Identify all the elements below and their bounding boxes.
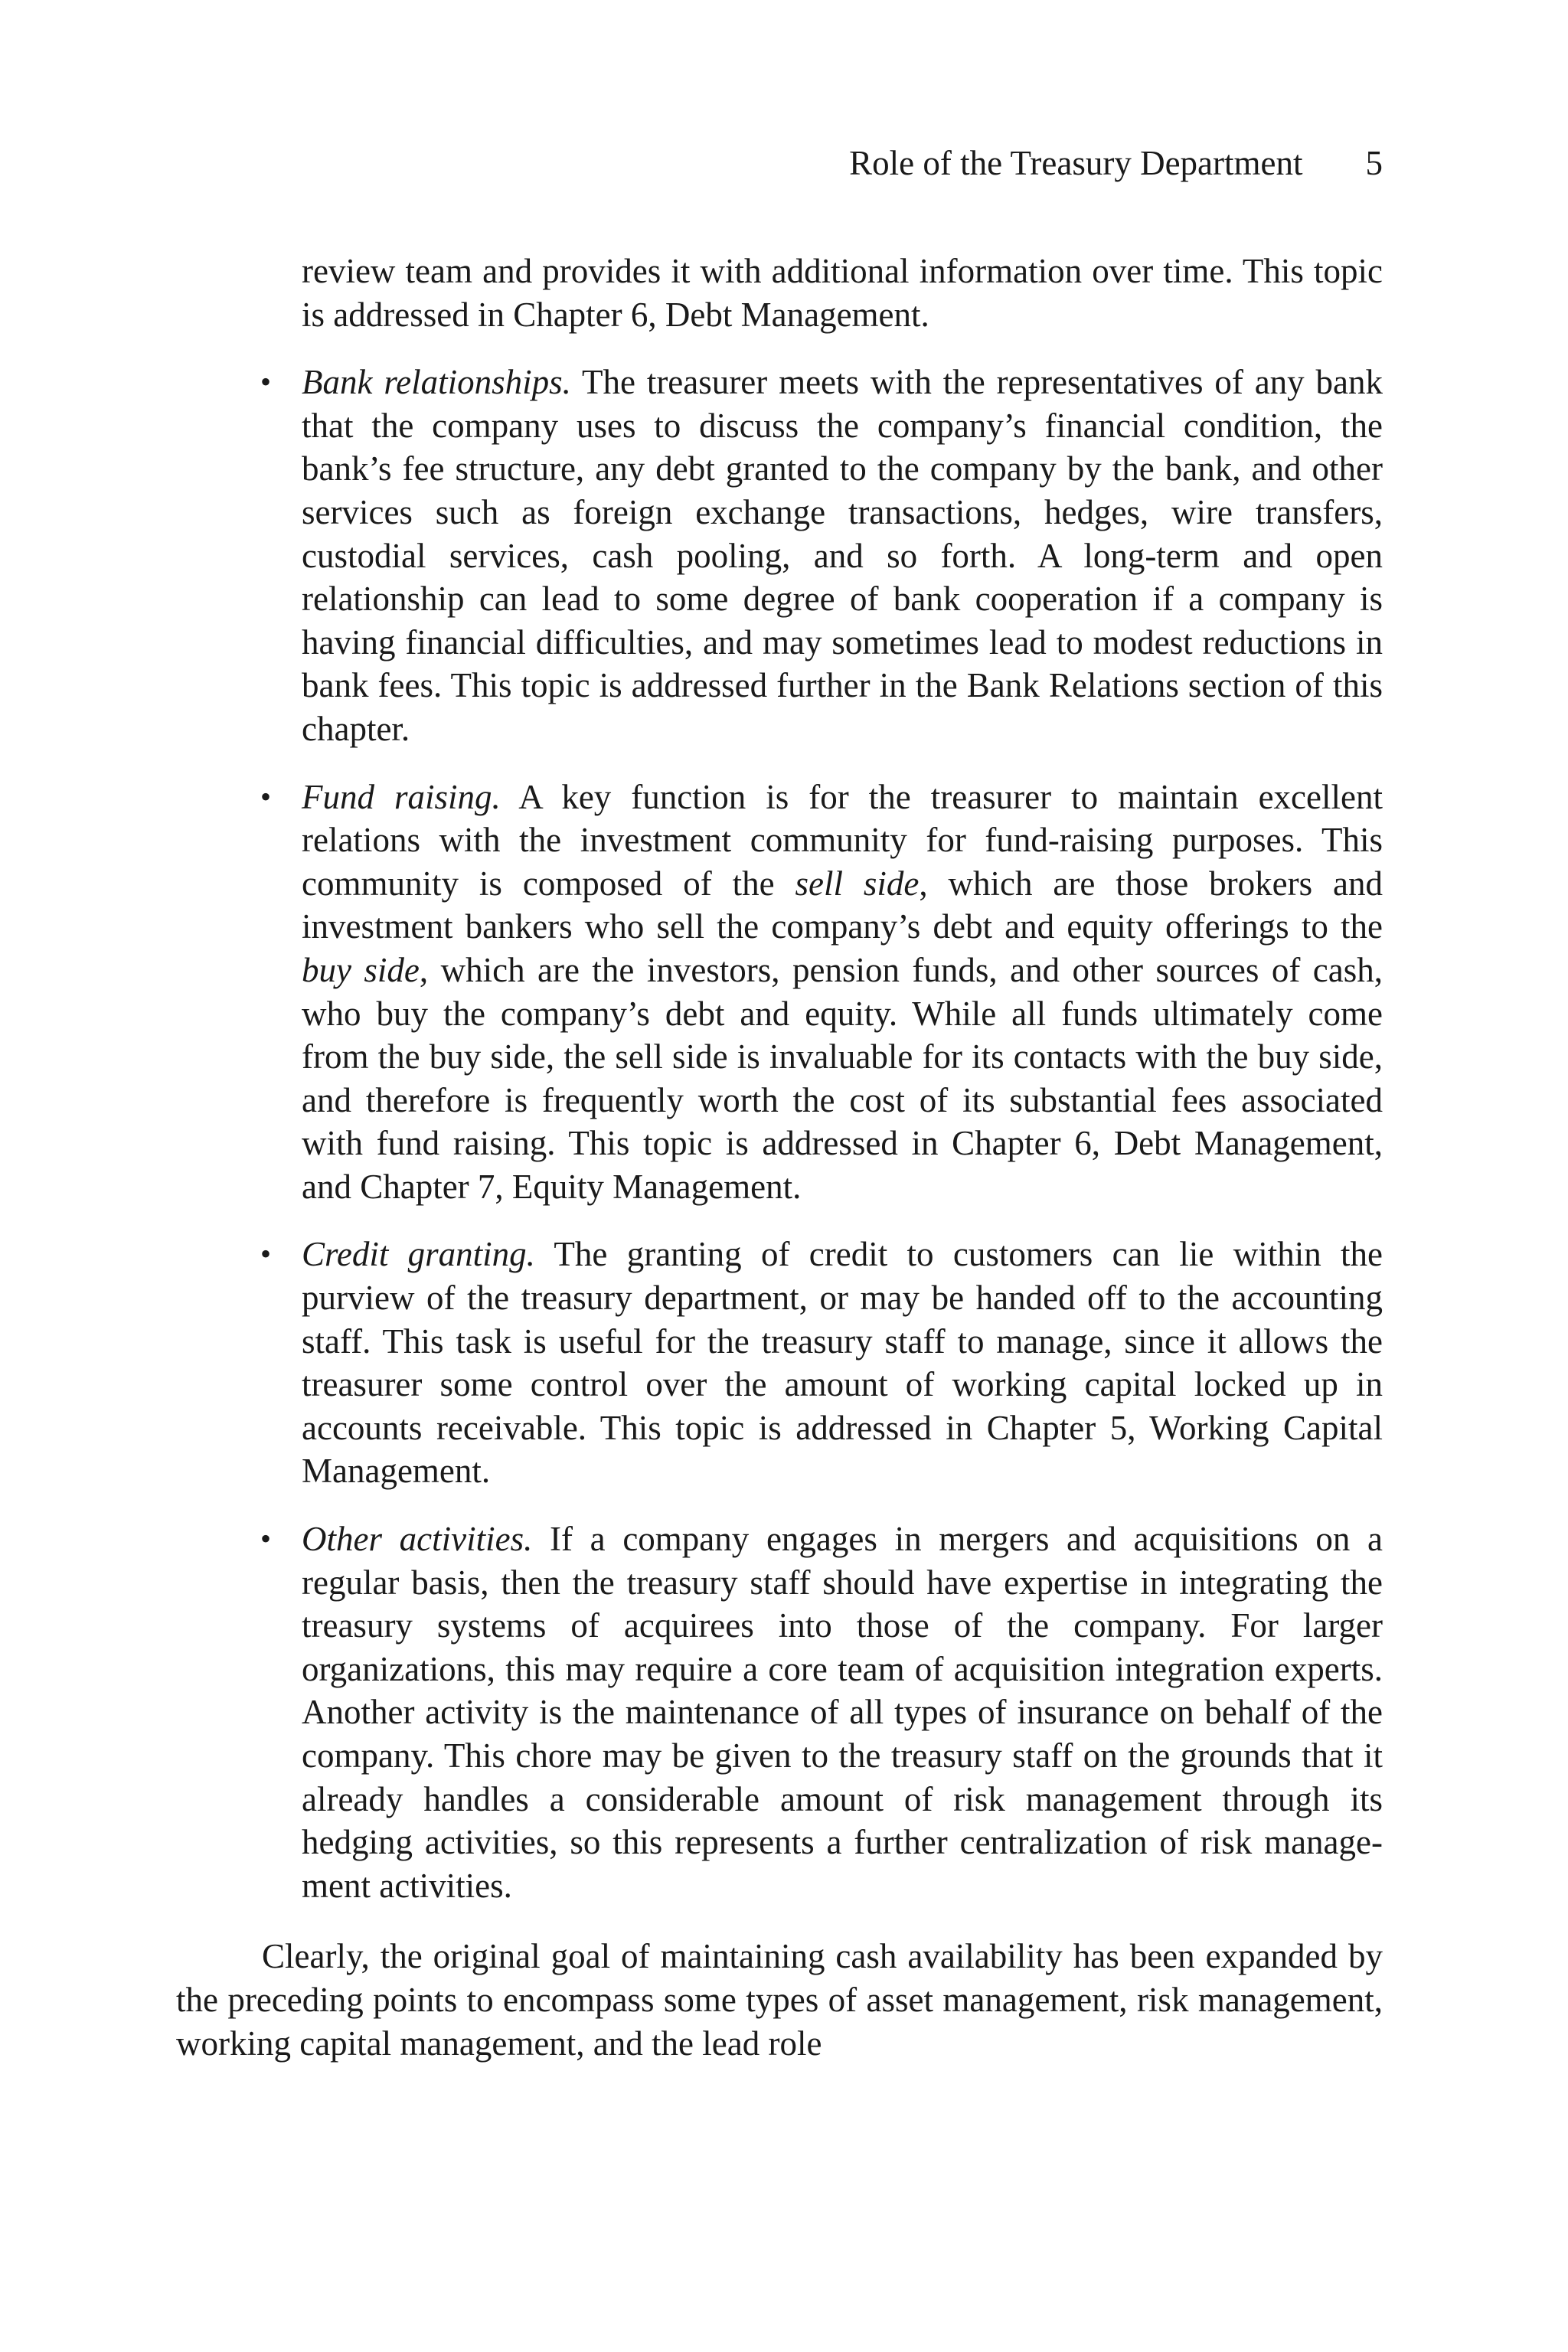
- running-title: Role of the Treasury Department: [849, 144, 1303, 182]
- bullet-icon: •: [260, 779, 272, 814]
- bullet-icon: •: [260, 364, 272, 400]
- closing-paragraph: Clearly, the original goal of maintaining cash availability has been expanded by the preceding points to encompass some types of asset management, risk management, working capital management, and the lead role: [176, 1937, 1383, 2063]
- bullet-icon: •: [260, 1521, 272, 1557]
- item-text: , which are those brokers and investment bankers who sell the company’s debt and equity offerings to the: [302, 864, 1383, 946]
- item-text: If a company engages in mergers and acquisitions on a regular basis, then the treasury staff should have expertise in integrating the treasury systems of acquirees into those of the company. For larger organizations, this may require a core team of acquisition integration experts. Another activity is the maintenance of all types of insurance on behalf of the company. This chore may be given to the treasury staff on the grounds that it already handles a considerable amount of risk management through its hedging activities, so this represents a further centralization of risk management activities.: [302, 1520, 1383, 1905]
- item-text: The treasurer meets with the representatives of any bank that the company uses to discuss the company’s financial condition, the bank’s fee structure, any debt granted to the company by the bank, and other services such as foreign exchange transactions, hedges, wire transfers, custodial services, cash pooling, and so forth. A long-term and open relationship can lead to some degree of bank cooperation if a company is having financial difficulties, and may sometimes lead to modest reductions in bank fees. This topic is addressed further in the Bank Relations section of this chapter.: [302, 363, 1383, 748]
- item-text: A key function is for the treasurer to maintain excellent relations with the investment community for fund-raising purposes. This community is composed of the: [302, 777, 1383, 903]
- term-label: Credit granting.: [302, 1235, 535, 1274]
- item-text: The granting of credit to customers can lie within the purview of the treasury department, or may be handed off to the accounting staff. This task is useful for the treasury staff to manage, since it allows the treasurer some control over the amount of working capital locked up in accounts receivable. This topic is addressed in Chapter 5, Working Capital Management.: [302, 1235, 1383, 1491]
- list-item-fund-raising: [176, 776, 1383, 1209]
- running-head: [176, 142, 1383, 185]
- term-label: Fund raising.: [302, 777, 501, 816]
- list-item-credit-granting: [176, 1233, 1383, 1493]
- continued-paragraph: review team and provides it with additional information over time. This topic is addressed in Chapter 6, Debt Management.: [302, 252, 1383, 334]
- emphasis-term: buy side: [302, 950, 420, 989]
- term-label: Bank relationships.: [302, 363, 571, 402]
- list-item-bank-relationships: [176, 361, 1383, 750]
- bullet-list: [176, 361, 1383, 1907]
- body-text: [176, 250, 1383, 2065]
- page-number: 5: [1365, 144, 1383, 182]
- item-text: , which are the investors, pension funds, and other sources of cash, who buy the company’s debt and equity. While all funds ultimately come from the buy side, the sell side is invaluable for its contacts with the buy side, and therefore is frequently worth the cost of its substantial fees associated with fund raising. This topic is addressed in Chapter 6, Debt Management, and Chapter 7, Equity Management.: [302, 950, 1383, 1206]
- emphasis-term: sell side: [795, 864, 920, 903]
- term-label: Other activities.: [302, 1520, 533, 1559]
- bullet-icon: •: [260, 1236, 272, 1272]
- list-item-other-activities: [176, 1517, 1383, 1907]
